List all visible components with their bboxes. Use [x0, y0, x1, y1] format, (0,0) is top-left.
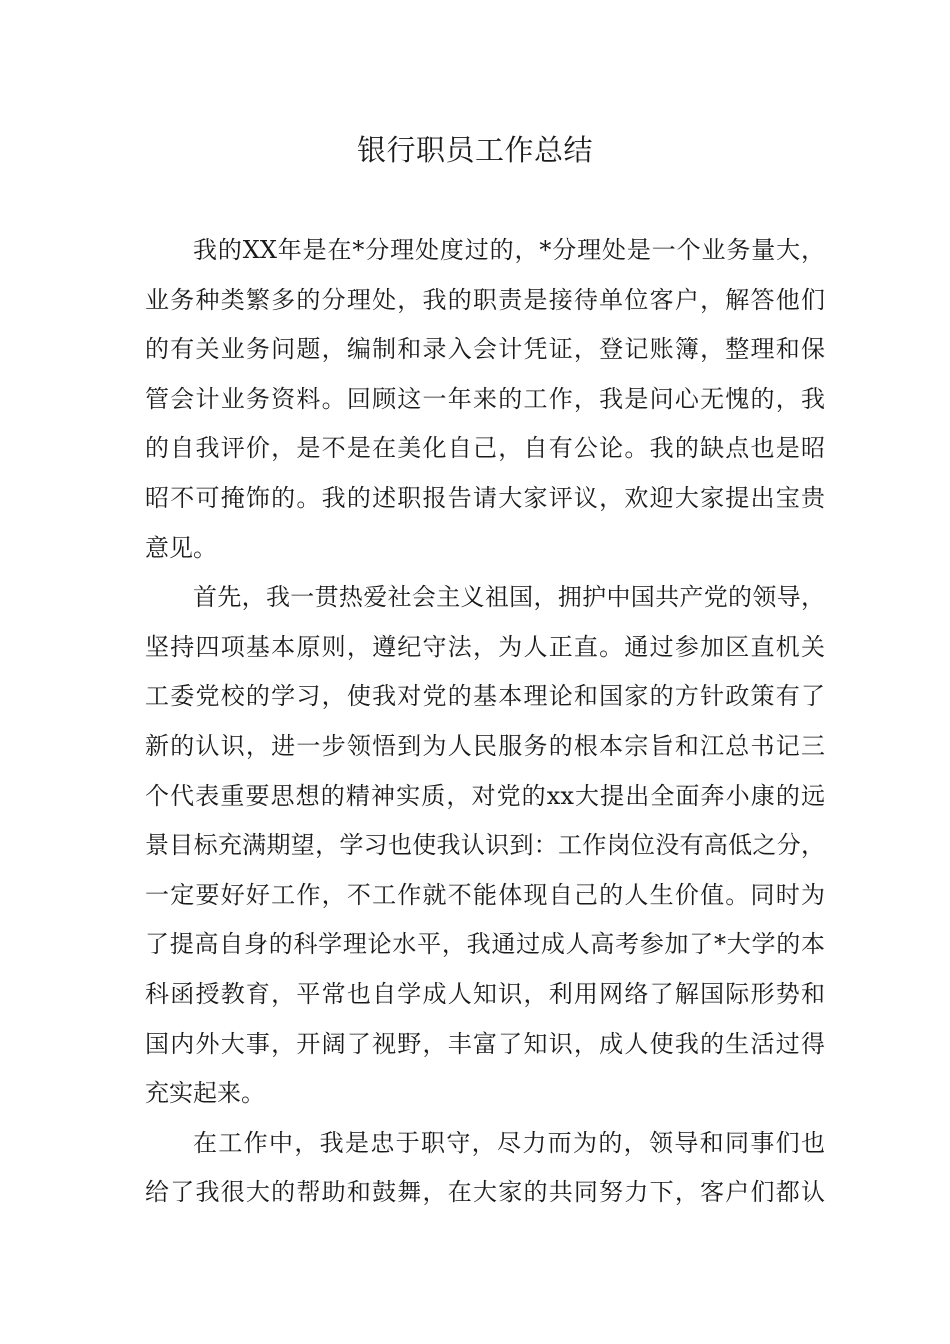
paragraph-2-line-10: 国内外大事，开阔了视野，丰富了知识，成人使我的生活过得: [145, 1029, 825, 1058]
paragraph-3-line-1: 在工作中，我是忠于职守，尽力而为的，领导和同事们也: [193, 1128, 825, 1157]
paragraph-1-line-1: 我的XX年是在*分理处度过的，*分理处是一个业务量大，: [193, 236, 825, 264]
paragraph-2-line-4: 新的认识，进一步领悟到为人民服务的根本宗旨和江总书记三: [145, 731, 825, 760]
document-body: [145, 226, 825, 1218]
paragraph-2-line-3: 工委党校的学习，使我对党的基本理论和国家的方针政策有了: [145, 682, 825, 711]
paragraph-2-line-11: 充实起来。: [145, 1079, 265, 1108]
paragraph-1-line-4: 管会计业务资料。回顾这一年来的工作，我是问心无愧的，我: [145, 384, 825, 413]
paragraph-2-line-7: 一定要好好工作，不工作就不能体现自己的人生价值。同时为: [145, 880, 825, 909]
paragraph-1-line-5: 的自我评价，是不是在美化自己，自有公论。我的缺点也是昭: [145, 434, 825, 463]
paragraph-2-line-2: 坚持四项基本原则，遵纪守法，为人正直。通过参加区直机关: [145, 632, 825, 661]
document-title: 银行职员工作总结: [356, 133, 593, 167]
paragraph-3-line-2: 给了我很大的帮助和鼓舞，在大家的共同努力下，客户们都认: [145, 1178, 825, 1207]
paragraph-2-line-6: 景目标充满期望，学习也使我认识到：工作岗位没有高低之分，: [145, 831, 825, 860]
paragraph-1-line-2: 业务种类繁多的分理处，我的职责是接待单位客户，解答他们: [145, 285, 825, 314]
paragraph-2-line-9: 科函授教育，平常也自学成人知识，利用网络了解国际形势和: [145, 979, 825, 1008]
paragraph-2-line-5: 个代表重要思想的精神实质，对党的xx大提出全面奔小康的远: [145, 781, 825, 810]
paragraph-2-line-1: 首先，我一贯热爱社会主义祖国，拥护中国共产党的领导，: [193, 583, 825, 612]
paragraph-1-line-6: 昭不可掩饰的。我的述职报告请大家评议，欢迎大家提出宝贵: [145, 483, 825, 512]
paragraph-1-line-7: 意见。: [145, 533, 217, 562]
paragraph-1-line-3: 的有关业务问题，编制和录入会计凭证，登记账簿，整理和保: [145, 335, 825, 364]
paragraph-2-line-8: 了提高自身的科学理论水平，我通过成人高考参加了*大学的本: [145, 930, 825, 959]
